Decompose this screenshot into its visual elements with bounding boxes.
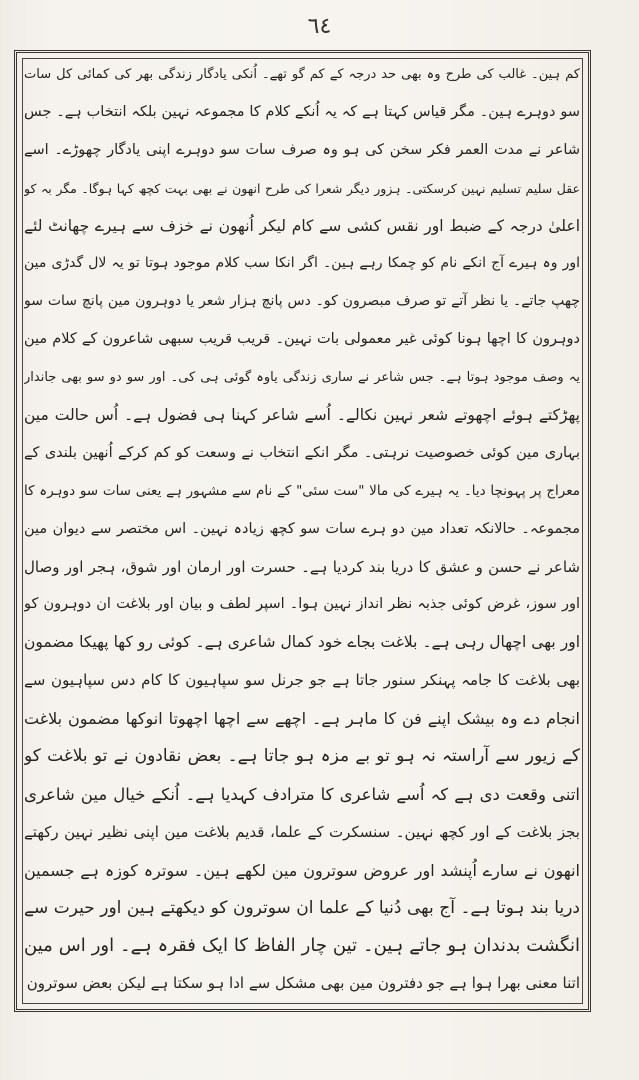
text-line: اتنی وقعت دی ہے کہ اُسے شاعری کا مترادف کہدیا ہے۔ اُنکے خیال مین شاعری (24, 784, 580, 804)
text-line: کے زیور سے آراستہ نہ ہو تو بے مزہ ہو جاتا ہے۔ بعض نقادون نے تو بلاغت کو (24, 746, 580, 767)
text-line: دوہرون کا اچھا ہونا کوئی غیر معمولی بات نہین۔ قریب قریب سبھی شاعرون کے کلام مین (24, 331, 580, 348)
text-line: اتنا معنی بھرا ہوا ہے جو دفترون مین بھی مشکل سے ادا ہو سکتا ہے لیکن بعض سوترون (26, 974, 580, 993)
text-line: پھڑکتے ہوئے اچھوتے شعر نہین نکالے۔ اُسے شاعر کہنا ہی فضول ہے۔ اُس حالت مین (24, 406, 580, 425)
text-line: انگشت بدندان ہو جاتے ہین۔ تین چار الفاظ کا ایک فقرہ ہے۔ اور اس مین (24, 935, 580, 957)
urdu-text-body (24, 56, 580, 1006)
text-line: اور سوز، غرض کوئی جذبہ نظر انداز نہین ہوا۔ اسپر لطف و بیان اور بلاغت ان دوہرون کو (24, 596, 580, 613)
text-line: عقل سلیم تسلیم نہین کرسکتی۔ ہزور دیگر شعرا کی طرح انھون نے بھی بہت کچھ کہا ہوگا۔ مگر بہ کو (24, 180, 580, 196)
text-line: چھپ جاتے۔ یا نظر آتے تو صرف مبصرون کو۔ دس پانچ ہزار شعر یا دوہرون مین پانچ سات سو (24, 293, 580, 310)
text-line: دریا بند ہوتا ہے۔ آج بھی دُنیا کے علما ان سوترون کو دیکھتے ہین اور حیرت سے (24, 897, 580, 918)
text-line: مجموعہ۔ حالانکہ تعداد مین دو ہرے سات سو کچھ زیادہ نہین۔ اس مختصر سے دیوان مین (24, 520, 580, 537)
text-line: معراج پر پہونچا دیا۔ یہ ہیرے کی مالا "ست سئی" کے نام سے مشہور ہے یعنی سات سو دوہرہ کا (24, 482, 580, 499)
text-line: کم ہین۔ غالب کی طرح وہ بھی حد درجہ کے کم گو تھے۔ اُنکی یادگار زندگی بھر کی کمائی کل سات (24, 67, 580, 82)
text-line: بہاری مین کوئی خصوصیت نرہتی۔ مگر انکے انتخاب نے وسعت کو کم کرکے اُنھین بلندی کے (24, 444, 580, 461)
text-line: بھی بلاغت کا جامہ پہنکر سنور جاتا ہے جو جرنل سو سپاہیون کا کام دس سپاہیون سے (24, 671, 580, 690)
text-line: اعلیٰ درجہ کے ضبط اور نقس کشی سے کام لیکر اُنھون نے خزف سے ہیرے چھانٹ لئے (24, 216, 580, 235)
text-line: شاعر نے حسن و عشق کا دریا بند کردیا ہے۔ حسرت اور ارمان اور شوق، ہجر اور وصال (24, 557, 580, 576)
text-line: بجز بلاغت کے اور کچھ نہین۔ سنسکرت کے علما، قدیم بلاغت مین اپنی نظیر نہین رکھتے (24, 822, 580, 841)
text-line: سو دوہرے ہین۔ مگر قیاس کہتا ہے کہ یہ اُنکے کلام کا مجموعہ نہین بلکہ انتخاب ہے۔ جس (24, 103, 580, 120)
text-line: اور وہ ہیرے آج انکے نام کو چمکا رہے ہین۔ اگر انکا سب کلام موجود ہوتا تو یہ لال گدڑی مین (24, 255, 580, 272)
text-line: انھون نے سارے اُپنشد اور عروض سوترون مین لکھے ہین۔ سوترہ کوزہ ہے جسمین (24, 860, 580, 880)
text-line: یہ وصف موجود ہوتا ہے۔ جس شاعر نے ساری زندگی یاوہ گوئی ہی کی۔ اور سو دو سو بھی جاندار (24, 370, 580, 386)
text-line: شاعر نے مدت العمر فکر سخن کی ہو وہ صرف سات سو دوہرے اپنی یادگار چھوڑے۔ اسے (24, 141, 580, 158)
text-line: انجام دے وہ بیشک اپنے فن کا ماہر ہے۔ اچھے سے اچھا اچھوتا انوکھا مضمون بلاغت (24, 709, 580, 729)
text-line: اور بھی اچھال رہی ہے۔ بلاغت بجاے خود کمال شاعری ہے۔ کوئی رو کھا پھیکا مضمون (24, 633, 580, 652)
page-number: ٦٤ (307, 14, 332, 39)
